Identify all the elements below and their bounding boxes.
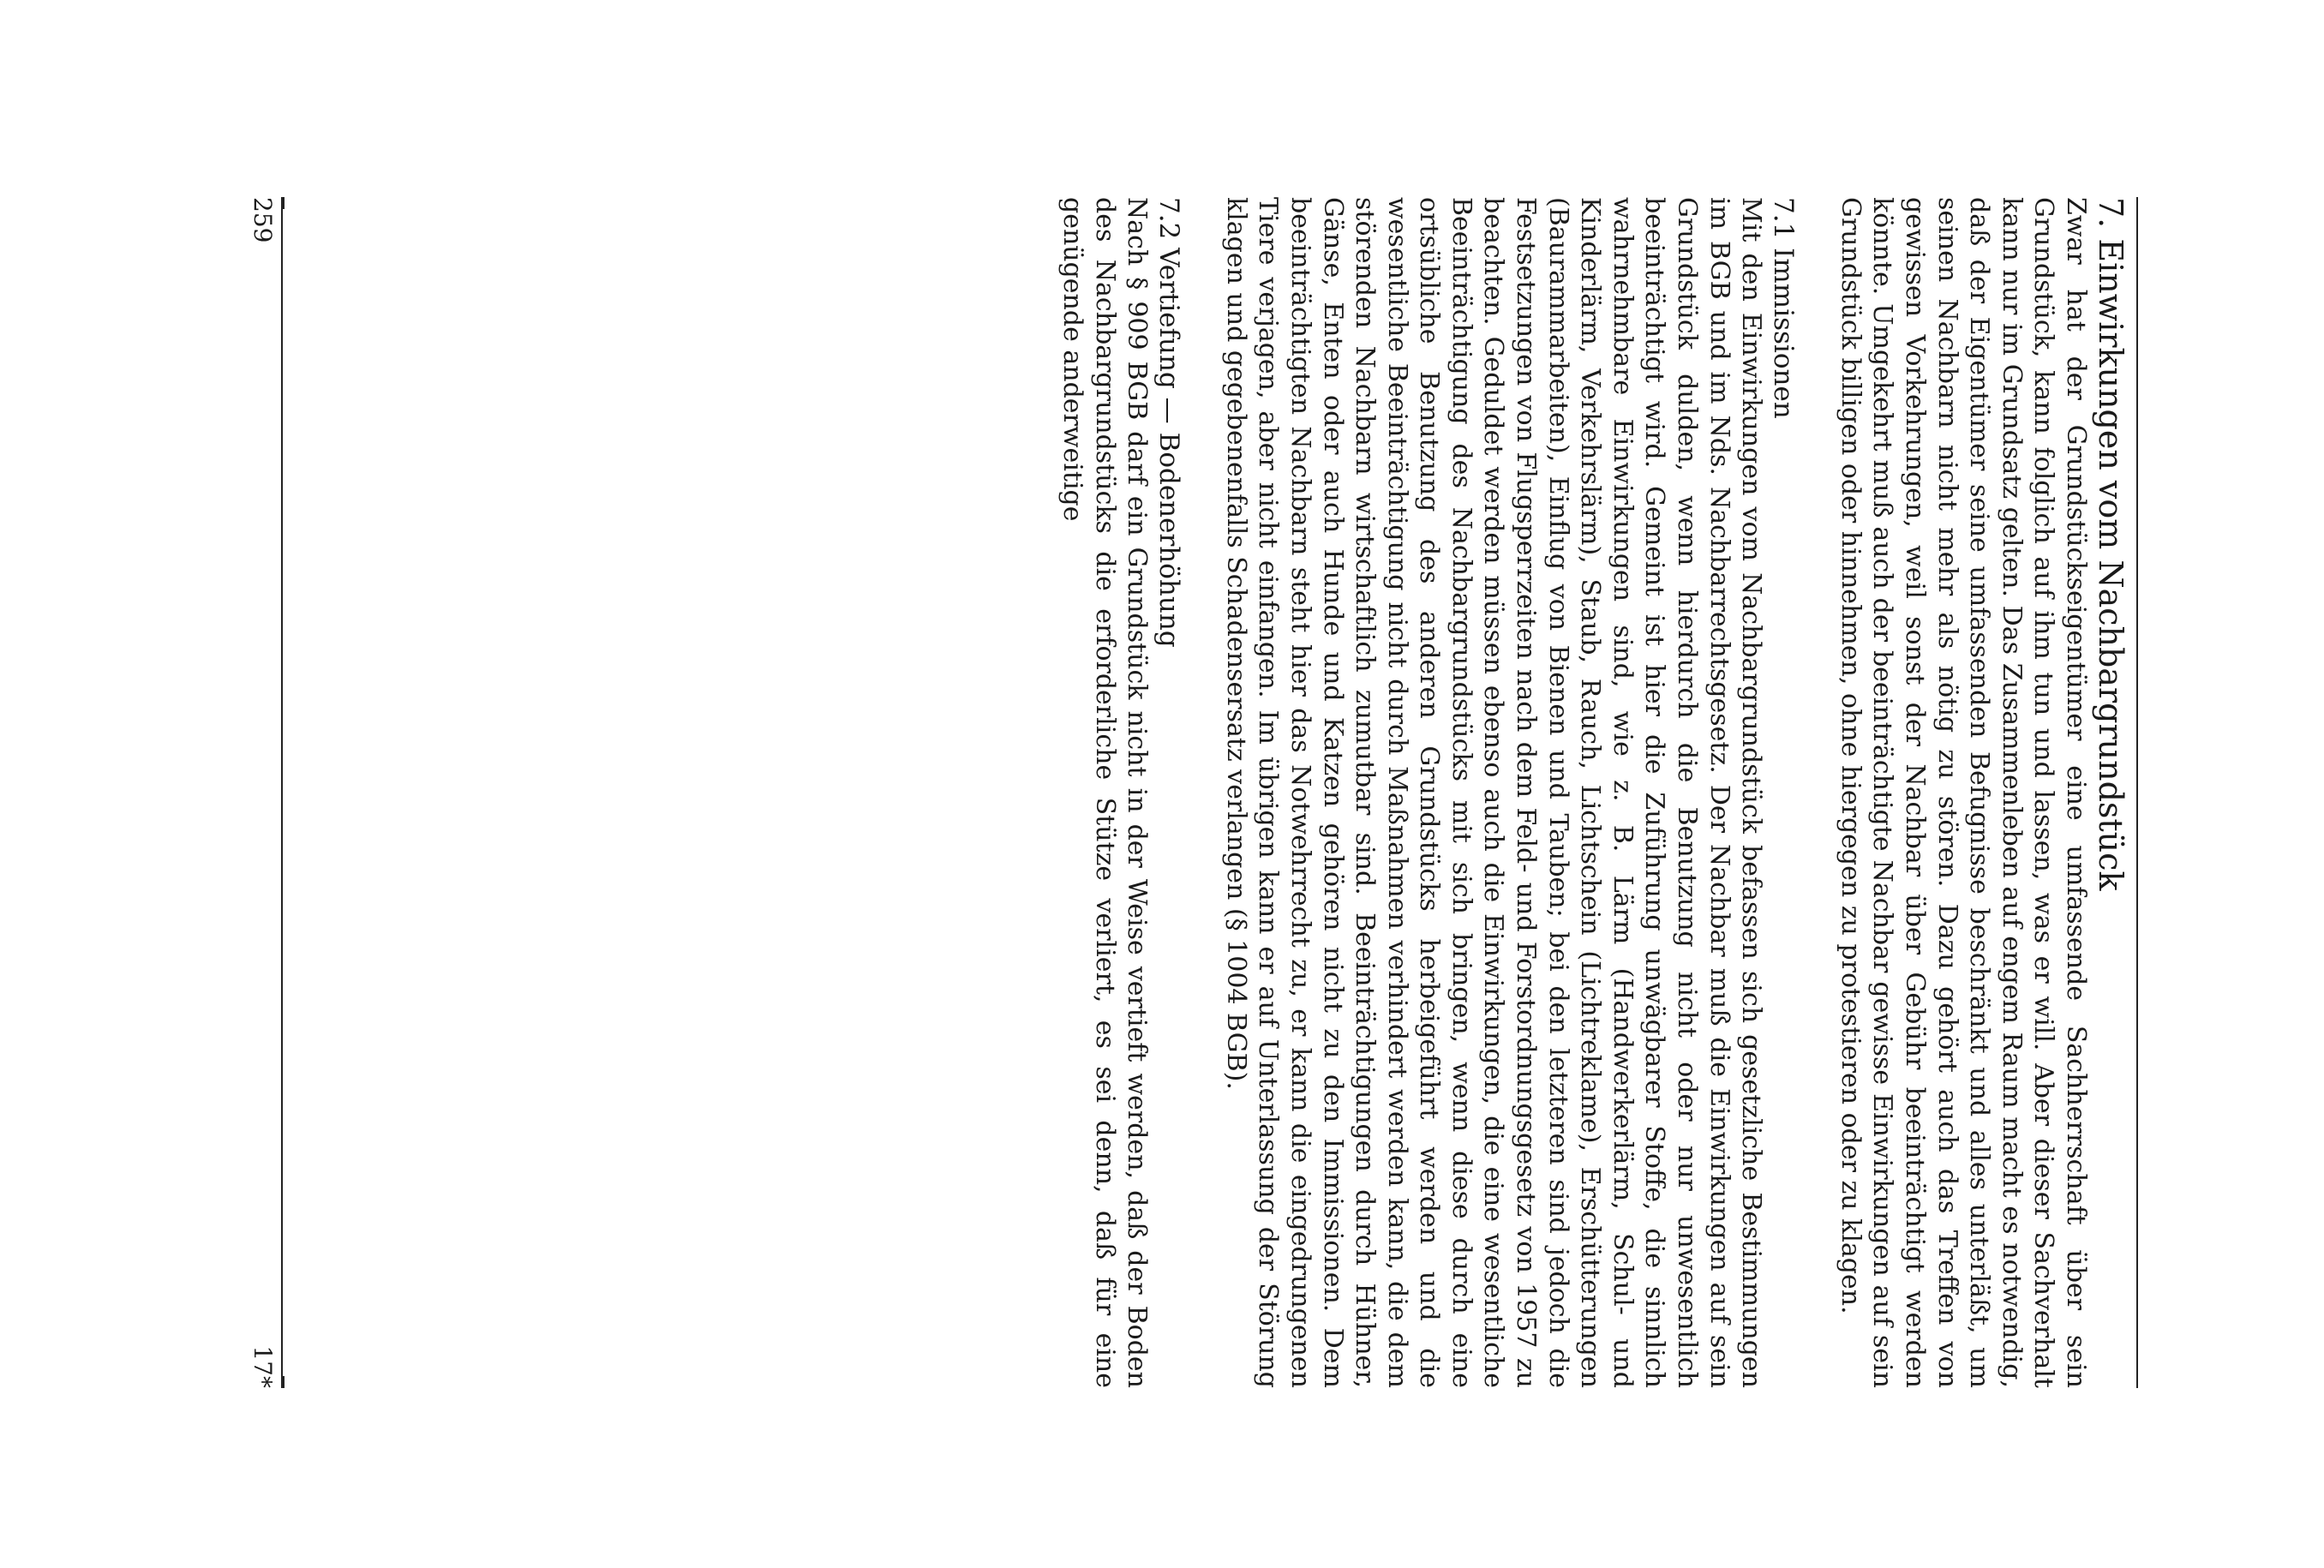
section-paragraph-immissionen: Mit den Einwirkungen vom Nachbargrundstück befassen sich gesetzliche Bestimmungen im BGB und im Nds. Nachbarrechtsgesetz. Der Nachbar muß die Einwirkungen auf sein Grundstück dulden, wenn hierdurch die Benutzung nicht oder nur unwesentlich beeinträchtigt wird. Gemeint ist hier die Zuführung unwägbarer Stoffe, die sinnlich wahrnehmbare Einwirkungen sind, wie z. B. Lärm (Handwerkerlärm, Schul- und Kinderlärm, Verkehrslärm), Staub, Rauch, Lichtschein (Lichtreklame), Erschütterungen (Baurammarbeiten), Einflug von Bienen und Tauben; bei den letzteren sind jedoch die Festsetzungen von Flugsperrzeiten nach dem Feld- und Forstordnungsgesetz von 1957 zu beachten. Geduldet werden müssen ebenso auch die Einwirkungen, die eine wesentliche Beeinträchtigung des Nachbargrundstücks mit sich bringen, wenn diese durch eine ortsübliche Benutzung des anderen Grundstücks herbeigeführt werden und die wesentliche Beeinträchtigung nicht durch Maßnahmen verhindert werden kann, die dem störenden Nachbarn wirtschaftlich zumutbar sind. Beeinträchtigungen durch Hühner, Gänse, Enten oder auch Hunde und Katzen gehören nicht zu den Immissionen. Dem beeinträchtigten Nachbarn steht hier das Notwehrrecht zu, er kann die eingedrungenen Tiere verjagen, aber nicht einfangen. Im übrigen kann er auf Unterlassung der Störung klagen und gegebenenfalls Schadensersatz verlangen (§ 1004 BGB). <box>1220 197 1767 1388</box>
page-footer <box>243 197 277 1388</box>
page-number: 259 <box>249 197 277 243</box>
intro-paragraph: Zwar hat der Grundstückseigentümer eine umfassende Sachherrschaft über sein Grundstück, kann folglich auf ihm tun und lassen, was er will. Aber dieser Sachverhalt kann nur im Grundsatz gelten. Das Zusammenleben auf engem Raum macht es notwendig, daß der Eigentümer seine umfassenden Befugnisse beschränkt und alles unterläßt, um seinen Nachbarn nicht mehr als nötig zu stören. Dazu gehört auch das Treffen von gewissen Vorkehrungen, weil sonst der Nachbar über Gebühr beeinträchtigt werden könnte. Umgekehrt muß auch der beeinträchtigte Nachbar gewisse Einwirkungen auf sein Grundstück billigen oder hinnehmen, ohne hiergegen zu protestieren oder zu klagen. <box>1835 197 2091 1388</box>
bottom-rule <box>281 197 283 1388</box>
chapter-heading: 7. Einwirkungen vom Nachbargrundstück <box>2092 197 2129 891</box>
section-paragraph-vertiefung: Nach § 909 BGB darf ein Grundstück nicht in der Weise vertieft werden, daß der Boden des Nachbargrundstücks die erforderliche Stütze verliert, es sei denn, daß für eine genügende anderweitige <box>1057 197 1153 1388</box>
section-heading-immissionen: 7.1 Immissionen <box>1768 197 1800 419</box>
section-heading-vertiefung: 7.2 Vertiefung — Bodenerhöhung <box>1153 197 1185 648</box>
bottom-rule-mark-left <box>281 197 285 209</box>
signature-mark: 17* <box>249 1345 277 1388</box>
rotated-document-page <box>146 197 2138 1388</box>
page-content <box>287 197 2138 1388</box>
bottom-rule-mark-right <box>281 1376 285 1388</box>
